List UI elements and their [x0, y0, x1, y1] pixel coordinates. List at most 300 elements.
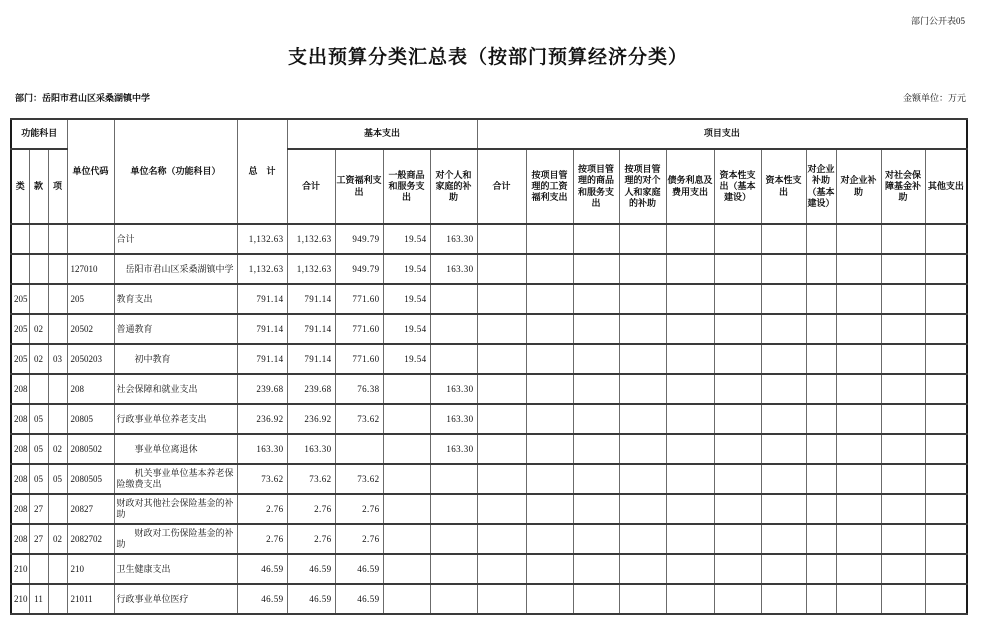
value-cell: 771.60 — [335, 344, 383, 374]
value-cell — [836, 314, 881, 344]
table-body — [11, 224, 967, 614]
func-section-cell: 11 — [29, 584, 48, 614]
func-class-cell: 208 — [11, 464, 29, 494]
func-section-cell: 27 — [29, 494, 48, 524]
value-cell — [430, 344, 477, 374]
value-cell: 949.79 — [335, 224, 383, 254]
func-section-cell: 02 — [29, 314, 48, 344]
func-section-cell: 05 — [29, 404, 48, 434]
value-cell: 1,132.63 — [237, 254, 287, 284]
value-cell — [836, 464, 881, 494]
unit-code-cell: 20502 — [67, 314, 114, 344]
value-cell: 791.14 — [237, 344, 287, 374]
value-cell — [761, 254, 806, 284]
value-cell: 19.54 — [383, 254, 430, 284]
unit-name-cell: 初中教育 — [114, 344, 237, 374]
unit-name-cell: 机关事业单位基本养老保险缴费支出 — [114, 464, 237, 494]
value-cell — [573, 254, 619, 284]
project-expense-group-header: 项目支出 — [477, 119, 967, 149]
value-cell — [714, 434, 761, 464]
func-class-cell: 208 — [11, 404, 29, 434]
func-item-cell — [48, 554, 67, 584]
value-cell — [761, 344, 806, 374]
value-cell — [714, 554, 761, 584]
func-section-cell: 02 — [29, 344, 48, 374]
func-section-cell — [29, 374, 48, 404]
unit-name-cell: 财政对其他社会保险基金的补助 — [114, 494, 237, 524]
value-cell — [836, 344, 881, 374]
value-cell: 76.38 — [335, 374, 383, 404]
func-item-cell — [48, 374, 67, 404]
value-cell — [806, 494, 836, 524]
value-cell — [477, 584, 526, 614]
value-cell — [714, 494, 761, 524]
value-cell — [806, 224, 836, 254]
value-cell — [477, 224, 526, 254]
unit-code-cell: 2082702 — [67, 524, 114, 554]
value-cell: 46.59 — [335, 554, 383, 584]
value-cell — [714, 584, 761, 614]
value-cell — [573, 344, 619, 374]
value-cell: 791.14 — [237, 284, 287, 314]
value-cell — [477, 494, 526, 524]
meta-row — [10, 91, 966, 105]
unit-name-cell: 岳阳市君山区采桑湖镇中学 — [114, 254, 237, 284]
value-cell — [573, 434, 619, 464]
func-item-cell: 03 — [48, 344, 67, 374]
value-cell: 163.30 — [430, 404, 477, 434]
value-cell — [430, 464, 477, 494]
func-class-cell: 208 — [11, 494, 29, 524]
value-cell: 791.14 — [287, 314, 335, 344]
value-cell — [806, 524, 836, 554]
value-cell — [619, 314, 666, 344]
unit-code-header: 单位代码 — [67, 119, 114, 224]
value-cell: 46.59 — [335, 584, 383, 614]
project-family-subsidy-header: 按项目管理的对个人和家庭的补助 — [619, 149, 666, 224]
value-cell — [881, 374, 925, 404]
section-column-header: 款 — [29, 149, 48, 224]
value-cell — [666, 434, 714, 464]
value-cell — [477, 254, 526, 284]
value-cell — [806, 314, 836, 344]
table-row — [11, 584, 967, 614]
value-cell — [714, 404, 761, 434]
value-cell — [619, 374, 666, 404]
value-cell — [761, 374, 806, 404]
value-cell: 46.59 — [287, 554, 335, 584]
capital-expense-header: 资本性支出 — [761, 149, 806, 224]
func-class-cell: 208 — [11, 374, 29, 404]
value-cell — [714, 464, 761, 494]
value-cell: 239.68 — [237, 374, 287, 404]
value-cell — [925, 524, 967, 554]
value-cell — [714, 224, 761, 254]
value-cell: 19.54 — [383, 344, 430, 374]
value-cell — [477, 344, 526, 374]
value-cell — [430, 554, 477, 584]
value-cell — [761, 494, 806, 524]
value-cell: 73.62 — [335, 404, 383, 434]
func-class-cell — [11, 224, 29, 254]
value-cell — [619, 524, 666, 554]
value-cell — [335, 434, 383, 464]
value-cell — [477, 314, 526, 344]
value-cell — [881, 584, 925, 614]
value-cell — [619, 554, 666, 584]
value-cell: 73.62 — [287, 464, 335, 494]
value-cell — [383, 524, 430, 554]
value-cell — [881, 434, 925, 464]
value-cell — [526, 374, 573, 404]
grand-total-header: 总 计 — [237, 119, 287, 224]
value-cell: 791.14 — [237, 314, 287, 344]
value-cell: 236.92 — [237, 404, 287, 434]
page-title: 支出预算分类汇总表（按部门预算经济分类） — [287, 47, 688, 68]
value-cell — [836, 224, 881, 254]
func-item-cell — [48, 314, 67, 344]
value-cell — [430, 284, 477, 314]
value-cell — [925, 464, 967, 494]
value-cell — [925, 494, 967, 524]
value-cell — [526, 464, 573, 494]
value-cell — [761, 284, 806, 314]
value-cell — [836, 404, 881, 434]
value-cell — [573, 554, 619, 584]
table-row — [11, 224, 967, 254]
value-cell — [761, 224, 806, 254]
value-cell — [666, 524, 714, 554]
unit-name-cell: 合计 — [114, 224, 237, 254]
value-cell: 2.76 — [237, 524, 287, 554]
value-cell — [619, 224, 666, 254]
value-cell — [526, 584, 573, 614]
value-cell — [430, 584, 477, 614]
value-cell: 2.76 — [335, 494, 383, 524]
value-cell — [526, 224, 573, 254]
unit-name-cell: 卫生健康支出 — [114, 554, 237, 584]
unit-name-cell: 财政对工伤保险基金的补助 — [114, 524, 237, 554]
value-cell — [526, 404, 573, 434]
value-cell — [666, 374, 714, 404]
value-cell — [383, 374, 430, 404]
value-cell — [761, 464, 806, 494]
value-cell — [526, 554, 573, 584]
value-cell — [881, 464, 925, 494]
value-cell — [573, 284, 619, 314]
other-expense-header: 其他支出 — [925, 149, 967, 224]
value-cell — [806, 374, 836, 404]
table-row — [11, 284, 967, 314]
func-class-cell: 210 — [11, 584, 29, 614]
value-cell — [430, 524, 477, 554]
basic-wage-header: 工资福利支出 — [335, 149, 383, 224]
table-row — [11, 314, 967, 344]
func-class-cell — [11, 254, 29, 284]
value-cell: 2.76 — [287, 494, 335, 524]
func-item-cell — [48, 584, 67, 614]
table-row — [11, 464, 967, 494]
value-cell — [573, 494, 619, 524]
value-cell — [573, 374, 619, 404]
value-cell — [477, 524, 526, 554]
value-cell — [761, 584, 806, 614]
value-cell — [430, 494, 477, 524]
table-header — [11, 119, 967, 224]
func-item-cell — [48, 494, 67, 524]
value-cell — [666, 494, 714, 524]
value-cell: 1,132.63 — [287, 254, 335, 284]
value-cell — [714, 254, 761, 284]
value-cell — [836, 584, 881, 614]
value-cell — [526, 254, 573, 284]
value-cell — [836, 284, 881, 314]
value-cell — [573, 404, 619, 434]
basic-goods-header: 一般商品和服务支出 — [383, 149, 430, 224]
value-cell: 163.30 — [430, 434, 477, 464]
value-cell — [666, 344, 714, 374]
func-group-header: 功能科目 — [11, 119, 67, 149]
value-cell: 2.76 — [335, 524, 383, 554]
value-cell: 163.30 — [430, 254, 477, 284]
value-cell: 1,132.63 — [287, 224, 335, 254]
value-cell — [836, 434, 881, 464]
value-cell: 949.79 — [335, 254, 383, 284]
func-section-cell — [29, 224, 48, 254]
value-cell — [761, 434, 806, 464]
value-cell — [666, 404, 714, 434]
func-class-cell: 208 — [11, 524, 29, 554]
value-cell — [526, 344, 573, 374]
func-class-cell: 210 — [11, 554, 29, 584]
value-cell: 236.92 — [287, 404, 335, 434]
value-cell: 1,132.63 — [237, 224, 287, 254]
budget-table — [10, 118, 968, 615]
value-cell: 791.14 — [287, 284, 335, 314]
social-security-fund-subsidy-header: 对社会保障基金补助 — [881, 149, 925, 224]
value-cell — [925, 344, 967, 374]
value-cell — [383, 554, 430, 584]
table-row — [11, 344, 967, 374]
department-label: 部门：岳阳市君山区采桑湖镇中学 — [15, 93, 151, 103]
value-cell — [526, 524, 573, 554]
value-cell — [881, 554, 925, 584]
value-cell: 46.59 — [237, 554, 287, 584]
value-cell: 46.59 — [287, 584, 335, 614]
value-cell — [477, 284, 526, 314]
value-cell: 46.59 — [237, 584, 287, 614]
value-cell — [806, 464, 836, 494]
value-cell — [761, 524, 806, 554]
unit-name-cell: 事业单位离退休 — [114, 434, 237, 464]
func-class-cell: 205 — [11, 314, 29, 344]
func-section-cell — [29, 284, 48, 314]
table-row — [11, 524, 967, 554]
value-cell — [925, 554, 967, 584]
value-cell — [925, 404, 967, 434]
func-item-cell — [48, 284, 67, 314]
func-item-cell: 02 — [48, 434, 67, 464]
enterprise-subsidy-header: 对企业补助 — [836, 149, 881, 224]
value-cell: 73.62 — [237, 464, 287, 494]
table-row — [11, 254, 967, 284]
value-cell — [666, 584, 714, 614]
value-cell — [573, 314, 619, 344]
item-column-header: 项 — [48, 149, 67, 224]
unit-code-cell: 20805 — [67, 404, 114, 434]
unit-code-cell: 210 — [67, 554, 114, 584]
value-cell: 771.60 — [335, 284, 383, 314]
value-cell: 791.14 — [287, 344, 335, 374]
value-cell: 73.62 — [335, 464, 383, 494]
value-cell — [806, 554, 836, 584]
unit-name-header: 单位名称（功能科目） — [114, 119, 237, 224]
value-cell — [881, 344, 925, 374]
value-cell — [383, 404, 430, 434]
func-item-cell — [48, 404, 67, 434]
value-cell — [619, 494, 666, 524]
value-cell — [761, 404, 806, 434]
value-cell: 163.30 — [237, 434, 287, 464]
unit-name-cell: 社会保障和就业支出 — [114, 374, 237, 404]
value-cell — [666, 224, 714, 254]
func-class-cell: 208 — [11, 434, 29, 464]
value-cell: 771.60 — [335, 314, 383, 344]
func-section-cell: 27 — [29, 524, 48, 554]
value-cell — [526, 284, 573, 314]
func-item-cell: 05 — [48, 464, 67, 494]
value-cell — [477, 404, 526, 434]
project-wage-header: 按项目管理的工资福利支出 — [526, 149, 573, 224]
value-cell — [881, 524, 925, 554]
unit-code-cell: 2080502 — [67, 434, 114, 464]
value-cell — [477, 554, 526, 584]
value-cell — [526, 314, 573, 344]
table-row — [11, 374, 967, 404]
value-cell — [761, 314, 806, 344]
value-cell — [881, 224, 925, 254]
value-cell: 2.76 — [237, 494, 287, 524]
value-cell — [714, 284, 761, 314]
value-cell: 19.54 — [383, 224, 430, 254]
unit-code-cell: 20827 — [67, 494, 114, 524]
class-column-header: 类 — [11, 149, 29, 224]
value-cell — [806, 254, 836, 284]
unit-code-cell: 205 — [67, 284, 114, 314]
value-cell — [836, 494, 881, 524]
value-cell — [836, 254, 881, 284]
func-class-cell: 205 — [11, 284, 29, 314]
value-cell: 2.76 — [287, 524, 335, 554]
value-cell — [383, 584, 430, 614]
value-cell — [714, 524, 761, 554]
value-cell — [526, 494, 573, 524]
value-cell — [925, 254, 967, 284]
value-cell — [526, 434, 573, 464]
unit-code-cell: 21011 — [67, 584, 114, 614]
value-cell — [619, 584, 666, 614]
value-cell: 19.54 — [383, 314, 430, 344]
table-row — [11, 554, 967, 584]
func-section-cell — [29, 554, 48, 584]
value-cell — [881, 494, 925, 524]
value-cell — [383, 464, 430, 494]
value-cell — [881, 404, 925, 434]
value-cell — [477, 434, 526, 464]
value-cell — [619, 464, 666, 494]
header-group-row — [11, 119, 967, 149]
value-cell — [430, 314, 477, 344]
value-cell — [806, 434, 836, 464]
value-cell — [836, 524, 881, 554]
value-cell — [714, 344, 761, 374]
value-cell: 19.54 — [383, 284, 430, 314]
value-cell — [383, 434, 430, 464]
unit-name-cell: 普通教育 — [114, 314, 237, 344]
func-section-cell — [29, 254, 48, 284]
value-cell: 163.30 — [287, 434, 335, 464]
value-cell — [881, 314, 925, 344]
value-cell — [836, 374, 881, 404]
value-cell — [806, 404, 836, 434]
value-cell — [619, 254, 666, 284]
value-cell — [666, 254, 714, 284]
unit-code-cell — [67, 224, 114, 254]
value-cell — [761, 554, 806, 584]
unit-name-cell: 行政事业单位养老支出 — [114, 404, 237, 434]
value-cell — [619, 404, 666, 434]
value-cell — [925, 284, 967, 314]
value-cell — [836, 554, 881, 584]
func-class-cell: 205 — [11, 344, 29, 374]
unit-code-cell: 208 — [67, 374, 114, 404]
value-cell — [925, 584, 967, 614]
value-cell — [714, 374, 761, 404]
value-cell — [573, 464, 619, 494]
value-cell — [573, 524, 619, 554]
value-cell — [925, 224, 967, 254]
value-cell — [806, 344, 836, 374]
value-cell — [666, 314, 714, 344]
value-cell: 163.30 — [430, 374, 477, 404]
unit-name-cell: 教育支出 — [114, 284, 237, 314]
value-cell — [383, 494, 430, 524]
project-goods-header: 按项目管理的商品和服务支出 — [573, 149, 619, 224]
value-cell — [925, 434, 967, 464]
value-cell — [666, 554, 714, 584]
value-cell: 163.30 — [430, 224, 477, 254]
value-cell — [477, 374, 526, 404]
basic-family-subsidy-header: 对个人和家庭的补助 — [430, 149, 477, 224]
value-cell — [573, 224, 619, 254]
value-cell: 239.68 — [287, 374, 335, 404]
table-row — [11, 404, 967, 434]
func-item-cell — [48, 224, 67, 254]
amount-unit-label: 金额单位：万元 — [902, 93, 966, 103]
value-cell — [806, 284, 836, 314]
value-cell — [666, 464, 714, 494]
value-cell — [881, 284, 925, 314]
func-section-cell: 05 — [29, 464, 48, 494]
func-item-cell — [48, 254, 67, 284]
basic-expense-group-header: 基本支出 — [287, 119, 477, 149]
value-cell — [477, 464, 526, 494]
value-cell — [925, 374, 967, 404]
enterprise-subsidy-construction-header: 对企业补助（基本建设） — [806, 149, 836, 224]
func-item-cell: 02 — [48, 524, 67, 554]
project-subtotal-header: 合计 — [477, 149, 526, 224]
table-row — [11, 494, 967, 524]
